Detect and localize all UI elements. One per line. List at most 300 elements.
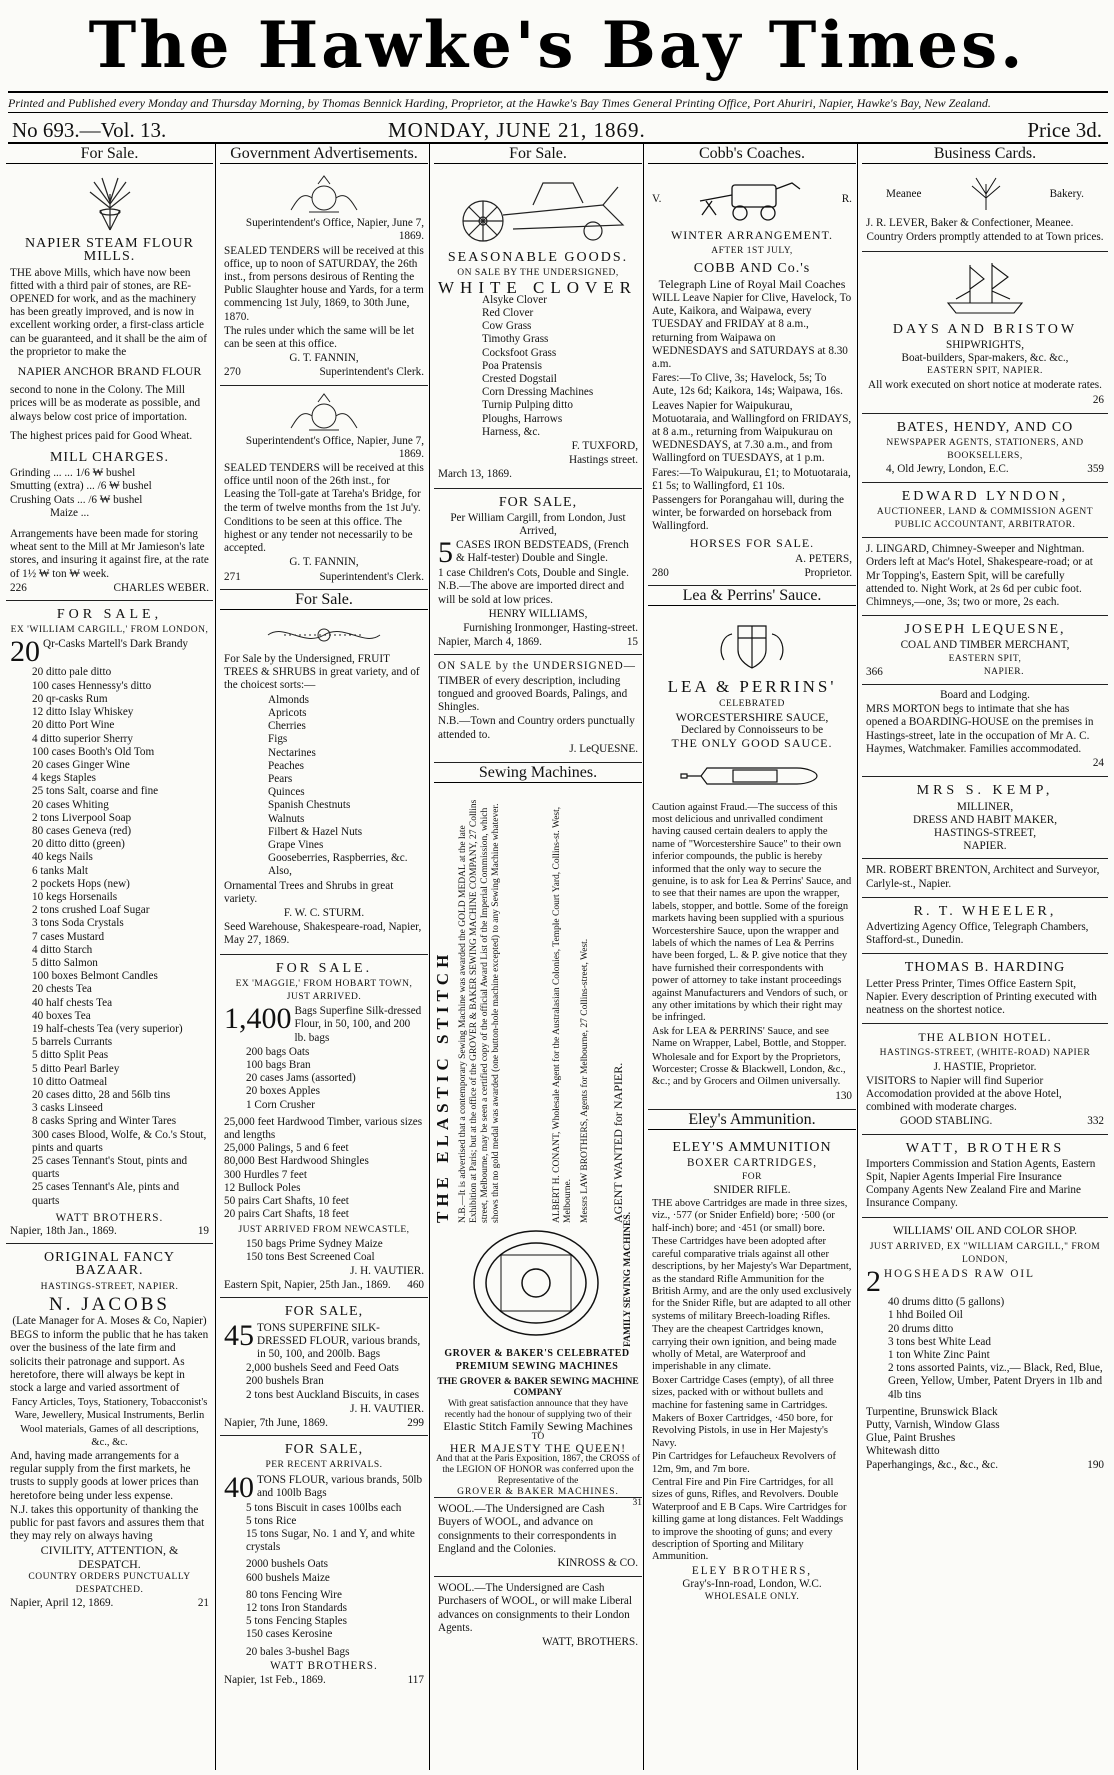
goods-list	[10, 666, 209, 1207]
card-title: Board and Lodging.	[940, 689, 1030, 702]
ad-signature: HENRY WILLIAMS,	[488, 607, 588, 620]
brand-label: GROVER & BAKER MACHINES.	[457, 1487, 619, 1498]
charges-list	[10, 467, 209, 520]
section-heading: For Sale.	[220, 590, 428, 610]
list-item: 20 cases ditto, 28 and 56lb tins	[32, 1088, 171, 1101]
ad-number: 190	[1087, 1458, 1104, 1471]
list-item: 7 cases Mustard	[32, 930, 105, 943]
ad-body: TIMBER of every description, including tongued and grooved Boards, Palings, and Shingles.	[438, 674, 628, 714]
card-body: Importers Commission and Station Agents, Eastern Spit, Napier Agents Imperial Fire Insurance Company Agents New Zealand Fire and Marine Insurance Company.	[866, 1157, 1096, 1210]
ad-subtitle: SNIDER RIFLE.	[713, 1183, 791, 1196]
ad-body: WOOL.—The Undersigned are Cash Buyers of WOOL, and advance on consignments to their correspondents in England and the Colonies.	[438, 1503, 617, 1555]
list-item: 19 half-chests Tea (very superior)	[32, 1022, 183, 1035]
harding-card	[862, 954, 1108, 1024]
card-title: EDWARD LYNDON,	[901, 488, 1069, 504]
ad-date: Napier, 7th June, 1869.	[224, 1417, 328, 1430]
list-item: 10 kegs Horsenails	[32, 890, 118, 903]
ad-date: Napier, 1st Feb., 1869.	[224, 1674, 326, 1687]
coach-icon	[692, 175, 812, 223]
ad-subtitle: Per William Cargill, from London, Just Arrived,	[450, 511, 626, 538]
ad-signature: ELEY BROTHERS,	[691, 1564, 813, 1577]
card-subtitle: HASTINGS-STREET, (WHITE-ROAD) NAPIER	[879, 1048, 1091, 1059]
list-item: 8 casks Spring and Winter Tares	[32, 1115, 177, 1128]
list-item: 15 tons Sugar, No. 1 and Y, and white crystals	[246, 1528, 415, 1554]
ad-subtitle: COUNTRY ORDERS PUNCTUALLY DESPATCHED.	[28, 1571, 191, 1596]
flour-sale-ad	[220, 1298, 428, 1436]
card-body: Advertizing Agency Office, Telegraph Chambers, Stafford-st., Dunedin.	[866, 920, 1089, 947]
list-item: 40 drums ditto (5 gallons)	[888, 1296, 1005, 1309]
list-item: 40 boxes Tea	[32, 1009, 91, 1022]
machine-name: Elastic Stitch Family Sewing Machines	[443, 1419, 633, 1434]
card-title: R. T. WHEELER,	[913, 903, 1057, 919]
list-item: Red Clover	[482, 307, 534, 320]
list-item: 12 ditto Islay Whiskey	[32, 706, 134, 719]
ad-title: FOR SALE,	[56, 607, 163, 623]
queen-label: HER MAJESTY THE QUEEN!	[449, 1441, 627, 1456]
section-heading: Eley's Ammunition.	[648, 1110, 856, 1130]
bazaar-name: N. JACOBS	[49, 1293, 170, 1315]
card-body: MR. ROBERT BRENTON, Architect and Surveyor, Carlyle-st., Napier.	[866, 864, 1100, 890]
office-line: Superintendent's Office, Napier, June 7, 1869.	[245, 217, 424, 243]
card-subtitle: Boat-builders, Spar-makers, &c. &c.,	[901, 352, 1069, 365]
list-item: 150 bags Prime Sydney Maize	[246, 1237, 383, 1250]
ad-role: Superintendent's Clerk.	[319, 366, 424, 379]
card-title: THE ALBION HOTEL.	[918, 1030, 1052, 1045]
list-item: 5 ditto Pearl Barley	[32, 1062, 120, 1075]
ad-title: SEASONABLE GOODS.	[447, 250, 629, 266]
ad-date: Napier, April 12, 1869.	[10, 1597, 114, 1610]
fruit-list	[224, 694, 424, 879]
tender-ad	[220, 168, 428, 385]
list-item: 5 tons Biscuit in cases 100lbs each	[246, 1501, 402, 1514]
sewing-agent: ALBERT H. CONANT, Wholesale Agent for the Australasian Colonies, Temple Court Yard, Collins-st. West, Melbourne.	[552, 806, 573, 1224]
crest-icon	[652, 614, 852, 676]
list-item: Poa Pratensis	[482, 359, 542, 372]
card-subtitle: GOOD STABLING.	[900, 1115, 993, 1128]
ad-title: FOR SALE.	[275, 960, 373, 976]
list-item: 100 bags Bran	[246, 1058, 311, 1071]
list-item: 3 tons best White Lead	[888, 1335, 991, 1348]
list-item: 20 boxes Apples	[246, 1085, 320, 1098]
sauce-bottle-icon	[652, 751, 852, 801]
ad-body: N.J. takes this opportunity of thanking the public for past favors and assures them that they may rely on always having	[10, 1503, 205, 1543]
list-item: Crested Dogstail	[482, 373, 557, 386]
issue-number: No 693.—Vol. 13.	[12, 118, 167, 142]
charge-line: Crushing Oats ... /6 ₩ bushel	[10, 493, 143, 506]
ad-signature: WATT, BROTHERS.	[542, 1635, 638, 1648]
column-heading: Government Advertisements.	[220, 144, 428, 164]
list-item: 10 ditto Oatmeal	[32, 1075, 108, 1088]
family-machines-label: FAMILY SEWING MACHINES.	[623, 1212, 633, 1348]
list-item: Turpentine, Brunswick Black	[866, 1405, 998, 1418]
list-item: 50 pairs Cart Shafts, 10 feet	[224, 1195, 349, 1207]
ad-subtitle: (Late Manager for A. Moses & Co, Napier)	[12, 1315, 207, 1328]
bakery-place: Meanee	[886, 187, 922, 200]
card-subtitle: NAPIER.	[963, 840, 1007, 853]
ad-subtitle: BOXER CARTRIDGES,	[686, 1157, 818, 1170]
ad-body: Pin Cartridges for Lefaucheux Revolvers of 12m, 9m, and 7m bore.	[652, 1451, 836, 1475]
list-item: 20 qr-casks Rum	[32, 692, 108, 705]
ad-address: Gray's-Inn-road, London, W.C.	[682, 1578, 822, 1591]
list-item: 25 cases Tennant's Ale, pints and quarts	[32, 1181, 180, 1207]
list-item: 20 cases Ginger Wine	[32, 758, 130, 771]
ad-body: SEALED TENDERS will be received at this office, up to noon of SATURDAY, the 26th inst., from persons desirous of Renting the Public Slaughter house and Yards, for a term commencing 1st July, 1869, to 30th June, 1870.	[224, 244, 424, 323]
paris-notice: And that at the Paris Exposition, 1867, the CROSS of the LEGION OF HONOR was conferred upon the Representative of the	[436, 1454, 640, 1487]
card-address: NAPIER.	[983, 666, 1024, 677]
bedsteads-ad	[434, 489, 642, 656]
ad-subtitle: MILL CHARGES.	[49, 450, 170, 466]
column-2	[220, 144, 428, 1770]
coach-cut	[652, 172, 852, 226]
ad-body: THE above Cartridges are made in three sizes, viz., ·577 (or Snider Enfield) bore; ·500 (or half-inch) bore; and ·451 (or small) bore.	[652, 1198, 848, 1234]
days-bristow-card	[862, 252, 1108, 414]
dateline	[8, 116, 1108, 144]
lead-item: CASES IRON BEDSTEADS, (French & Half-tester) Double and Single.	[456, 539, 629, 565]
list-item: 20 bales 3-bushel Bags	[246, 1645, 350, 1658]
ad-subtitle: PER RECENT ARRIVALS.	[265, 1460, 383, 1471]
lead-number: 40	[224, 1470, 254, 1504]
queen-notice	[434, 1377, 642, 1509]
goods-list	[224, 1046, 424, 1112]
ad-body: The highest prices paid for Good Wheat.	[10, 429, 193, 442]
ad-number: 299	[407, 1417, 424, 1430]
list-item: Glue, Paint Brushes	[866, 1432, 956, 1445]
ad-body: For Sale by the Undersigned, FRUIT TREES & SHRUBS in great variety, and of the choicest sorts:—	[224, 653, 420, 692]
ad-role: Proprietor.	[804, 567, 852, 580]
list-item: 40 half chests Tea	[32, 996, 113, 1009]
card-number: 332	[1087, 1115, 1104, 1128]
lingard-card	[862, 538, 1108, 616]
list-item: 150 cases Kerosine	[246, 1628, 333, 1641]
ad-subtitle: ON SALE BY THE UNDERSIGNED,	[457, 268, 619, 279]
ad-role: Furnishing Ironmonger, Hasting-street.	[463, 622, 638, 635]
lead-item: Qr-Casks Martell's Dark Brandy	[43, 638, 189, 651]
list-item: 4 ditto Starch	[32, 943, 93, 956]
ad-subtitle: JUST ARRIVED, EX "WILLIAM CARGILL," FROM LONDON,	[869, 1241, 1101, 1265]
ad-signature: F. W. C. STURM.	[283, 906, 365, 919]
column-heading: For Sale.	[434, 144, 642, 164]
card-title: DAYS AND BRISTOW	[892, 321, 1078, 337]
bakery-cut	[866, 172, 1104, 216]
ad-title: ON SALE by the UNDERSIGNED—	[438, 660, 636, 673]
card-body: VISITORS to Napier will find Superior Accomodation provided at the above Hotel, combined with moderate charges.	[866, 1074, 1062, 1114]
sewing-notice: N.B.—It is advertised that a contemporary Sewing Machine was awarded the GOLD MEDAL at the late Exhibition at Paris; but at the office of the GROVER & BAKER SEWING MACHINE COMPANY, 27 Collins street, Melbourne, may be seen a certified copy of the official Award List of the Imperial Commission, which shows that no gold medal was awarded (one button-hole machine excepted) to any Sewing Machine whatever.	[458, 799, 501, 1224]
list-item: Grape Vines	[268, 838, 324, 851]
fancy-bazaar-ad	[6, 1244, 213, 1615]
to-label: TO	[531, 1432, 545, 1443]
brenton-card	[862, 859, 1108, 897]
lever-bakery-card	[862, 168, 1108, 251]
ad-subtitle: CELEBRATED	[719, 698, 785, 709]
royal-crest-icon	[224, 172, 424, 216]
charge-line: Grinding ... ... 1/6 ₩ bushel	[10, 467, 136, 480]
ad-body: They are the cheapest Cartridges known, carrying their own ignition, and being made wholly of Metal, are Waterproof and imperishable in any climate.	[652, 1324, 837, 1373]
list-item: 5 tons Fencing Staples	[246, 1615, 347, 1628]
ad-date: Napier, 18th Jan., 1869.	[10, 1225, 117, 1238]
ad-title: ELEY'S AMMUNITION	[672, 1140, 832, 1156]
company-name: THE GROVER & BAKER SEWING MACHINE COMPANY	[437, 1377, 639, 1399]
card-body: Country Orders promptly attended to at Town prices.	[866, 231, 1104, 244]
stitch-banner: THE ELASTIC STITCH	[433, 949, 452, 1224]
ad-number: 130	[835, 1089, 852, 1102]
ad-subtitle: FOR	[742, 1171, 762, 1182]
lead-item: Bags Superfine Silk-dressed Flour, in 50, 100, and 200 lb. bags	[294, 1005, 422, 1044]
list-item: 1 Corn Crusher	[246, 1098, 315, 1111]
ad-signature: J. H. VAUTIER.	[350, 1265, 424, 1278]
sewing-machine-ad	[433, 787, 642, 1509]
column-4	[648, 144, 856, 1770]
ad-number: 460	[407, 1279, 424, 1292]
ad-signature: G. T. FANNIN,	[289, 352, 359, 365]
wool-ad	[434, 1577, 642, 1655]
list-item: Turnip Pulping ditto	[482, 399, 573, 412]
goods-list	[224, 1116, 424, 1222]
column-3	[434, 144, 642, 1770]
lead-item: TONS FLOUR, various brands, 50lb and 100lb Bags	[257, 1473, 423, 1499]
card-subtitle: EASTERN SPIT, NAPIER.	[927, 366, 1043, 377]
section-heading: Sewing Machines.	[434, 763, 642, 783]
ad-title: WILLIAMS' OIL AND COLOR SHOP.	[892, 1224, 1078, 1237]
seasonable-goods-ad	[434, 168, 642, 488]
list-item: 20 drums ditto	[888, 1322, 954, 1335]
ad-number: 15	[626, 636, 638, 649]
card-title: JOSEPH LEQUESNE,	[904, 622, 1066, 638]
card-subtitle: EASTERN SPIT,	[948, 653, 1022, 664]
ship-icon	[866, 256, 1104, 320]
list-item: 20 ditto Port Wine	[32, 719, 115, 732]
bakery-label: Bakery.	[1049, 187, 1084, 200]
ad-body: N.B.—Town and Country orders punctually attended to.	[438, 715, 635, 741]
list-item: Walnuts	[268, 812, 305, 825]
list-item: 2 tons assorted Paints, viz.,— Black, Red, Blue, Green, Yellow, Umber, Patent Dryers in 1lb and 4lb tins	[888, 1362, 1103, 1401]
ornament-icon	[224, 618, 424, 652]
ad-title: LEA & PERRINS'	[667, 677, 837, 697]
ad-subtitle: WHOLESALE ONLY.	[704, 1592, 800, 1603]
ad-title: NAPIER STEAM FLOUR MILLS.	[25, 236, 194, 265]
goods-list	[224, 1502, 424, 1659]
ad-body: Makers of Boxer Cartridges, ·450 bore, for Revolving Pistols, in use in Her Majesty's Navy.	[652, 1412, 833, 1449]
announcement: With great satisfaction announce that they have recently had the honour of supplying two of their	[444, 1399, 632, 1421]
ad-body: SEALED TENDERS will be received at this office until noon of the 26th inst., for Leasing the Toll-gate at Tareha's Bridge, for the term of twelve months from the 1st Ju'y.	[224, 462, 424, 514]
list-item: 25,000 feet Hardwood Timber, various sizes and lengths	[224, 1115, 423, 1141]
ad-body: second to none in the Colony. The Mill prices will be as moderate as possible, and always below cost price of importation.	[10, 384, 201, 423]
card-subtitle: AUCTIONEER, LAND & COMMISSION AGENT PUBLIC ACCOUNTANT, ARBITRATOR.	[876, 506, 1094, 531]
wool-ad	[434, 1497, 642, 1577]
list-item: Spanish Chestnuts	[268, 799, 351, 812]
ad-title: FOR SALE,	[498, 494, 578, 510]
list-item: Apricots	[268, 706, 307, 719]
ad-title: WINTER ARRANGEMENT.	[670, 228, 834, 243]
ad-body: BEGS to inform the public that he has taken over the business of the late firm and solicits their patronage and support. As heretofore, there will always be kept in stock a large and varied assortment of	[10, 1329, 209, 1395]
card-number: 24	[1092, 757, 1104, 770]
agent-wanted: AGENT WANTED for NAPIER.	[611, 1062, 625, 1224]
vr-letter: R.	[841, 192, 852, 205]
wheat-sheaf-icon	[966, 176, 1006, 212]
card-subtitle: SHIPWRIGHTS,	[945, 338, 1024, 351]
list-item: 2 tons best Auckland Biscuits, in cases	[246, 1388, 420, 1401]
masthead-title: The Hawke's Bay Times.	[88, 8, 1026, 83]
list-item: 20 pairs Cart Shafts, 18 feet	[224, 1208, 349, 1221]
list-item: 2000 bushels Oats	[246, 1558, 329, 1571]
list-item: Putty, Varnish, Window Glass	[866, 1419, 1000, 1432]
goods-list	[224, 1238, 424, 1264]
list-item: 100 cases Booth's Old Tom	[32, 745, 155, 758]
sewing-agent: Messrs LAW BROTHERS, Agents for Melbourne, 27 Collins-street, West.	[580, 938, 590, 1224]
card-number: 26	[1092, 393, 1104, 406]
ad-address: Hastings street.	[569, 454, 638, 467]
ad-body: And, having made arrangements for a regular supply from the first markets, he trusts to supply goods at lower prices than heretofore being under less expense.	[10, 1450, 199, 1502]
ad-signature: J. LeQUESNE.	[569, 742, 638, 755]
goods-list	[438, 294, 638, 439]
lead-number: 5	[438, 536, 453, 570]
maggie-sale-ad	[220, 955, 428, 1299]
card-body: MRS MORTON begs to intimate that she has opened a BOARDING-HOUSE on the premises in Hastings-street, late in the occupation of Mr A. C. Haymes, Watchmaker. Families accommodated.	[866, 703, 1094, 755]
fruit-trees-ad	[220, 614, 428, 954]
ad-subtitle: Telegraph Line of Royal Mail Coaches	[658, 276, 846, 291]
ad-subtitle: HASTINGS-STREET, NAPIER.	[40, 1281, 179, 1292]
card-subtitle: NEWSPAPER AGENTS, STATIONERS, AND BOOKSELLERS,	[886, 438, 1084, 462]
ad-subtitle: NAPIER ANCHOR BRAND FLOUR	[17, 364, 202, 379]
wheat-sheaf-icon	[10, 172, 209, 234]
kemp-card	[862, 777, 1108, 859]
column-5	[862, 144, 1108, 1770]
column-heading: For Sale.	[6, 144, 213, 164]
list-item: Filbert & Hazel Nuts	[268, 825, 363, 838]
list-item: 20 cases Whiting	[32, 798, 109, 811]
ad-body: Fares:—To Clive, 3s; Havelock, 5s; To Aute, 12s 6d; Kaikora, 14s; Waipawa, 16s.	[652, 372, 843, 398]
ad-subtitle: EX 'MAGGIE,' FROM HOBART TOWN, JUST ARRIVED.	[235, 978, 413, 1002]
wheeler-card	[862, 898, 1108, 955]
card-title: BATES, HENDY, AND CO	[896, 419, 1074, 435]
charge-line: Smutting (extra) ... /6 ₩ bushel	[10, 480, 152, 493]
ad-number: 19	[197, 1225, 209, 1238]
list-item: Paperhangings, &c., &c., &c.	[866, 1458, 999, 1471]
card-subtitle: HASTINGS-STREET,	[933, 826, 1037, 839]
ad-subtitle: EX 'WILLIAM CARGILL,' FROM LONDON,	[10, 625, 209, 636]
card-title: MRS S. KEMP,	[916, 783, 1054, 799]
ad-body: Conditions to be seen at this office. The highest or any tender not necessarily to be accepted.	[224, 515, 413, 555]
ad-body: Fancy Articles, Toys, Stationery, Tobacconist's Ware, Jewellery, Musical Instruments, Berlin Wool materials, Games of all descriptions, &c., &c.	[11, 1397, 208, 1448]
lead-item: WHITE CLOVER	[438, 277, 638, 297]
lea-perrins-ad	[648, 610, 856, 1110]
ad-body: THE above Mills, which have now been fitted with a third pair of stones, are RE-OPENED for work, and as the machinery has been greatly improved, and is now in excellent working order, a first-class article can be guaranteed, and it shall be the aim of the proprietor to make the	[10, 266, 207, 358]
office-line: Superintendent's Office, Napier, June 7, 1869.	[245, 434, 424, 460]
goods-list	[866, 1406, 1104, 1472]
ad-body: Arrangements have been made for storing wheat sent to the Mill at Mr Jamieson's late stores, and insuring it against fire, at the rate of 1½ ₩ ton ₩ week.	[10, 528, 209, 580]
ad-role: Superintendent's Clerk.	[319, 570, 424, 583]
ad-body: Wholesale and for Export by the Proprietors, Worcester; Crosse & Blackwell, London, &c., &c.; and by Grocers and Oilmen universally.	[652, 1051, 846, 1088]
ad-body: Boxer Cartridge Cases (empty), of all three sizes, packed with or without bullets and machine for fastening same in Cartridges.	[652, 1374, 834, 1411]
premium-badge-icon	[456, 1223, 616, 1343]
ad-title: FOR SALE,	[284, 1442, 364, 1458]
ad-date: Eastern Spit, Napier, 25th Jan., 1869.	[224, 1279, 391, 1292]
ad-subtitle: HORSES FOR SALE.	[689, 535, 815, 550]
list-item: 3 tons Soda Crystals	[32, 917, 124, 930]
ad-signature: WATT BROTHERS.	[55, 1211, 164, 1224]
list-item: 150 tons Best Screened Coal	[246, 1250, 375, 1263]
ad-address: Seed Warehouse, Shakespeare-road, Napier, May 27, 1869.	[224, 921, 422, 947]
lequesne-card	[862, 616, 1108, 685]
column-heading: Cobb's Coaches.	[648, 144, 856, 164]
ad-signature: WATT BROTHERS.	[270, 1659, 378, 1672]
ad-body: The rules under which the same will be let can be seen at this office.	[224, 324, 415, 351]
list-item: 20 ditto ditto (green)	[32, 838, 125, 851]
list-item: 5 tons Rice	[246, 1514, 297, 1527]
ad-body: Ornamental Trees and Shrubs in great variety.	[224, 879, 394, 905]
watt-sale-ad	[6, 601, 213, 1244]
list-item: 80 cases Geneva (red)	[32, 824, 132, 837]
ad-number: 271	[224, 570, 241, 583]
list-item: 12 Bullock Poles	[224, 1181, 301, 1194]
list-item: 25 tons Salt, coarse and fine	[32, 785, 159, 798]
card-body: Letter Press Printer, Times Office Eastern Spit, Napier. Every description of Printing executed with neatness on the shortest notice.	[866, 977, 1097, 1016]
lead-item: TONS SUPERFINE SILK-DRESSED FLOUR, various brands, in 50, 100, and 200lb. Bags	[257, 1321, 421, 1361]
list-item: Nectarines	[268, 746, 316, 759]
list-item: 20 chests Tea	[32, 983, 92, 996]
ad-body: Passengers for Porangahau will, during the winter, be forwarded on horseback from Wallingford.	[652, 494, 845, 533]
card-subtitle: J. HASTIE, Proprietor.	[933, 1060, 1037, 1073]
lead-number: 1,400	[224, 1002, 292, 1036]
list-item: 20 cases Jams (assorted)	[246, 1072, 356, 1085]
list-item: 2,000 bushels Seed and Feed Oats	[246, 1362, 399, 1375]
list-item: 200 bushels Bran	[246, 1375, 324, 1388]
list-item: 5 barrels Currants	[32, 1036, 113, 1049]
ad-number: 117	[407, 1674, 424, 1687]
ad-body: 1 case Children's Cots, Double and Single. N.B.—The above are imported direct and will be sold at low prices.	[438, 567, 629, 606]
card-title: THOMAS B. HARDING	[904, 960, 1066, 976]
list-item: Pears	[268, 772, 293, 785]
section-heading: Lea & Perrins' Sauce.	[648, 586, 856, 606]
lead-item: HOGSHEADS RAW OIL	[884, 1268, 1035, 1281]
flour-mills-ad	[6, 168, 213, 601]
ad-subtitle: JUST ARRIVED FROM NEWCASTLE,	[238, 1225, 410, 1236]
eley-ammunition-ad	[648, 1134, 856, 1609]
issue-date: MONDAY, JUNE 21, 1869.	[388, 118, 646, 142]
list-item: 40 kegs Nails	[32, 851, 93, 864]
lead-number: 2	[866, 1265, 881, 1299]
timber-ad	[434, 655, 642, 762]
list-item: 20 ditto pale ditto	[32, 666, 112, 679]
ad-number: 226	[10, 581, 27, 594]
ad-body: WILL Leave Napier for Clive, Havelock, To Aute, Kaikora, and Waipawa, every TUESDAY and FRIDAY at 8 a.m., returning from Waipawa on WEDNESDAYS and SATURDAYS at 8.30 a.m.	[652, 292, 852, 371]
list-item: Whitewash ditto	[866, 1445, 940, 1458]
goods-list	[866, 1296, 1104, 1402]
recent-arrivals-ad	[220, 1436, 428, 1692]
list-item: 100 boxes Belmont Candles	[32, 970, 158, 983]
badge-text: GROVER & BAKER'S CELEBRATED PREMIUM SEWING MACHINES	[444, 1348, 630, 1373]
charge-line: Maize ...	[50, 506, 90, 519]
list-item: 80,000 Best Hardwood Shingles	[224, 1155, 369, 1168]
card-body: J. LINGARD, Chimney-Sweeper and Nightman. Orders left at Mac's Hotel, Shakespeare-road; or at Mr Topping's, Eastern Spit, will be carefully attended to. Night Work, at 2s 6d per cubic foot. Chimneys,—one, 3s; two or more, 2s each.	[866, 543, 1093, 609]
list-item: Cherries	[268, 720, 306, 733]
card-subtitle: MILLINER,	[956, 800, 1014, 813]
ad-subtitle: AFTER 1ST JULY,	[711, 246, 793, 257]
issue-price: Price 3d.	[1027, 118, 1102, 142]
ad-subtitle: Declared by Connoisseurs to be	[680, 724, 824, 737]
list-item: 80 tons Fencing Wire	[246, 1588, 342, 1601]
list-item: Ploughs, Harrows	[482, 412, 563, 425]
ad-body: WOOL.—The Undersigned are Cash Purchasers of WOOL, or will make Liberal advances on consignments to their London Agents.	[438, 1582, 632, 1634]
ad-number: 21	[197, 1597, 209, 1610]
card-title: WATT, BROTHERS	[905, 1140, 1065, 1156]
list-item: 600 bushels Maize	[246, 1571, 330, 1584]
morton-card	[862, 685, 1108, 777]
list-item: Harness, &c.	[482, 425, 541, 438]
cobb-coaches-ad	[648, 168, 856, 586]
list-item: Cocksfoot Grass	[482, 346, 557, 359]
list-item: Timothy Grass	[482, 333, 549, 346]
list-item: 12 tons Iron Standards	[246, 1602, 347, 1615]
